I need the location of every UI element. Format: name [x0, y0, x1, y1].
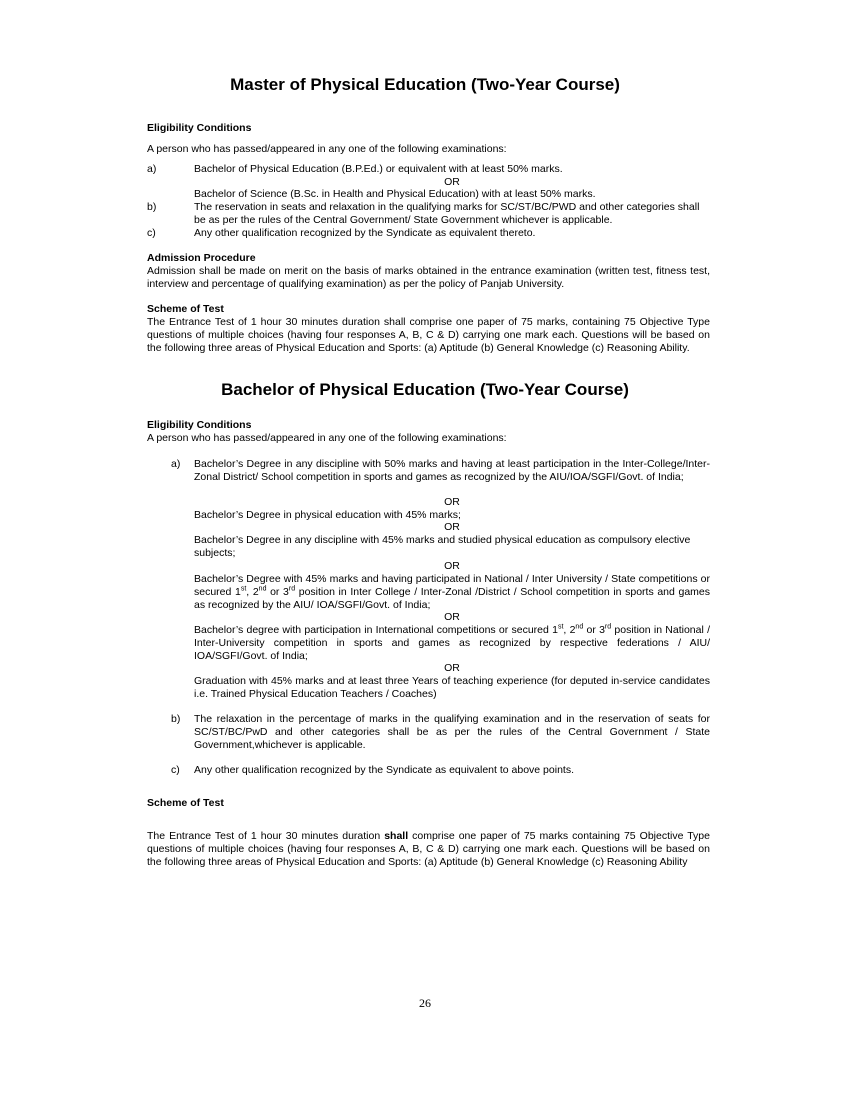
mped-intro: A person who has passed/appeared in any one of the following examinations: — [147, 143, 507, 155]
bped-a4-part1: Bachelor’s Degree with 45% marks and having participated in National / Inter University / State competitions or secured 1 — [194, 573, 710, 598]
bped-scheme-text — [147, 830, 710, 868]
mped-or: OR — [444, 176, 460, 188]
bped-a4-part2: , 2 — [246, 585, 259, 598]
bped-scheme-part2: comprise one paper of 75 marks containing 75 Objective Type questions of multiple choices (having four responses A, B, C & D) carrying one mark each. Questions will be based on the following three areas of Physical Education and Sports: (a) Aptitude (b) General Knowledge (c) Reasoning Ability — [147, 830, 710, 868]
bped-or-2: OR — [444, 521, 460, 533]
mped-admission-text: Admission shall be made on merit on the basis of marks obtained in the entrance examination (written test, fitness test, interview and percentage of qualifying examination) as per the policy of Panjab University. — [147, 265, 710, 290]
bped-or-4: OR — [444, 611, 460, 623]
bped-a4-sup3: rd — [288, 585, 296, 593]
bped-a5-part2: , 2 — [563, 624, 576, 636]
bped-eligibility-heading: Eligibility Conditions — [147, 419, 252, 431]
page-number: 26 — [419, 996, 431, 1010]
bped-item-a-option-3: Bachelor’s Degree in any discipline with 45% marks and studied physical education as compulsory elective subjects; — [194, 534, 691, 559]
bped-a4-sup2: nd — [258, 585, 267, 593]
bped-item-a-option-4 — [194, 573, 710, 611]
bped-a5-sup1: st — [557, 623, 564, 631]
mped-eligibility-heading: Eligibility Conditions — [147, 122, 252, 134]
mped-item-c-text: Any other qualification recognized by the Syndicate as equivalent thereto. — [194, 227, 536, 239]
bped-a4-part3: or 3 — [266, 585, 289, 598]
bped-a5-sup3: rd — [604, 623, 612, 631]
bped-item-a-option-6: Graduation with 45% marks and at least three Years of teaching experience (for deputed in-service candidates i.e. Trained Physical Education Teachers / Coaches) — [194, 675, 710, 700]
mped-admission-heading: Admission Procedure — [147, 252, 256, 264]
bped-scheme-part1: The Entrance Test of 1 hour 30 minutes duration — [147, 830, 385, 842]
bped-item-b-label: b) — [171, 713, 181, 725]
mped-scheme-text: The Entrance Test of 1 hour 30 minutes duration shall comprise one paper of 75 marks, containing 75 Objective Type questions of multiple choices (having four responses A, B, C & D) carrying one mark each. Questions will be based on the following three areas of Physical Education and Sports: (a) Aptitude (b) General Knowledge (c) Reasoning Ability. — [147, 316, 710, 354]
bped-or-5: OR — [444, 662, 460, 674]
bped-scheme-heading: Scheme of Test — [147, 797, 224, 809]
bped-or-3: OR — [444, 560, 460, 572]
mped-item-a-label: a) — [147, 163, 157, 175]
mped-title: Master of Physical Education (Two-Year Course) — [230, 75, 620, 94]
mped-item-a-text1: Bachelor of Physical Education (B.P.Ed.) or equivalent with at least 50% marks. — [194, 163, 563, 175]
bped-or-1: OR — [444, 496, 460, 508]
bped-intro: A person who has passed/appeared in any one of the following examinations: — [147, 432, 507, 444]
mped-scheme-heading: Scheme of Test — [147, 303, 224, 315]
bped-item-c-label: c) — [171, 764, 180, 776]
mped-item-b-label: b) — [147, 201, 157, 213]
mped-item-c-label: c) — [147, 227, 156, 239]
mped-item-a-text2: Bachelor of Science (B.Sc. in Health and Physical Education) with at least 50% marks. — [194, 188, 596, 200]
bped-item-a-option-2: Bachelor’s Degree in physical education with 45% marks; — [194, 509, 461, 521]
bped-item-a-label: a) — [171, 458, 181, 470]
bped-item-c-text: Any other qualification recognized by the Syndicate as equivalent to above points. — [194, 764, 574, 776]
bped-a5-part4: position in National / Inter-University competition in sports and games as recognized by respective federations / AIU/ IOA/SGFI/Govt. of India; — [194, 624, 710, 662]
bped-a4-part4: position in Inter College / Inter-Zonal /District / School competition in sports and games as recognized by the AIU/ IOA/SGFI/Govt. of India; — [194, 585, 710, 611]
bped-scheme-bold: shall — [384, 830, 409, 842]
bped-item-b-text: The relaxation in the percentage of marks in the qualifying examination and in the reservation of seats for SC/ST/BC/PwD and other categories shall be as per the rules of the Central Government / State Government,whichever is applicable. — [194, 713, 710, 751]
bped-a4-sup1: st — [240, 585, 247, 593]
bped-title: Bachelor of Physical Education (Two-Year Course) — [221, 380, 629, 399]
bped-a5-part1: Bachelor’s degree with participation in International competitions or secured 1 — [194, 624, 558, 636]
bped-a5-part3: or 3 — [583, 624, 605, 636]
bped-a5-sup2: nd — [575, 623, 584, 631]
bped-item-a-option-1: Bachelor’s Degree in any discipline with 50% marks and having at least participation in the Inter-College/Inter-Zonal District/ School competition in sports and games as recognized by the AIU/IOA/SGFI/Govt. of India; — [194, 458, 710, 483]
bped-item-a-option-5 — [194, 624, 710, 662]
mped-item-b-text: The reservation in seats and relaxation in the qualifying marks for SC/ST/BC/PWD and other categories shall be as per the rules of the Central Government/ State Government whichever is applicable. — [194, 201, 700, 226]
